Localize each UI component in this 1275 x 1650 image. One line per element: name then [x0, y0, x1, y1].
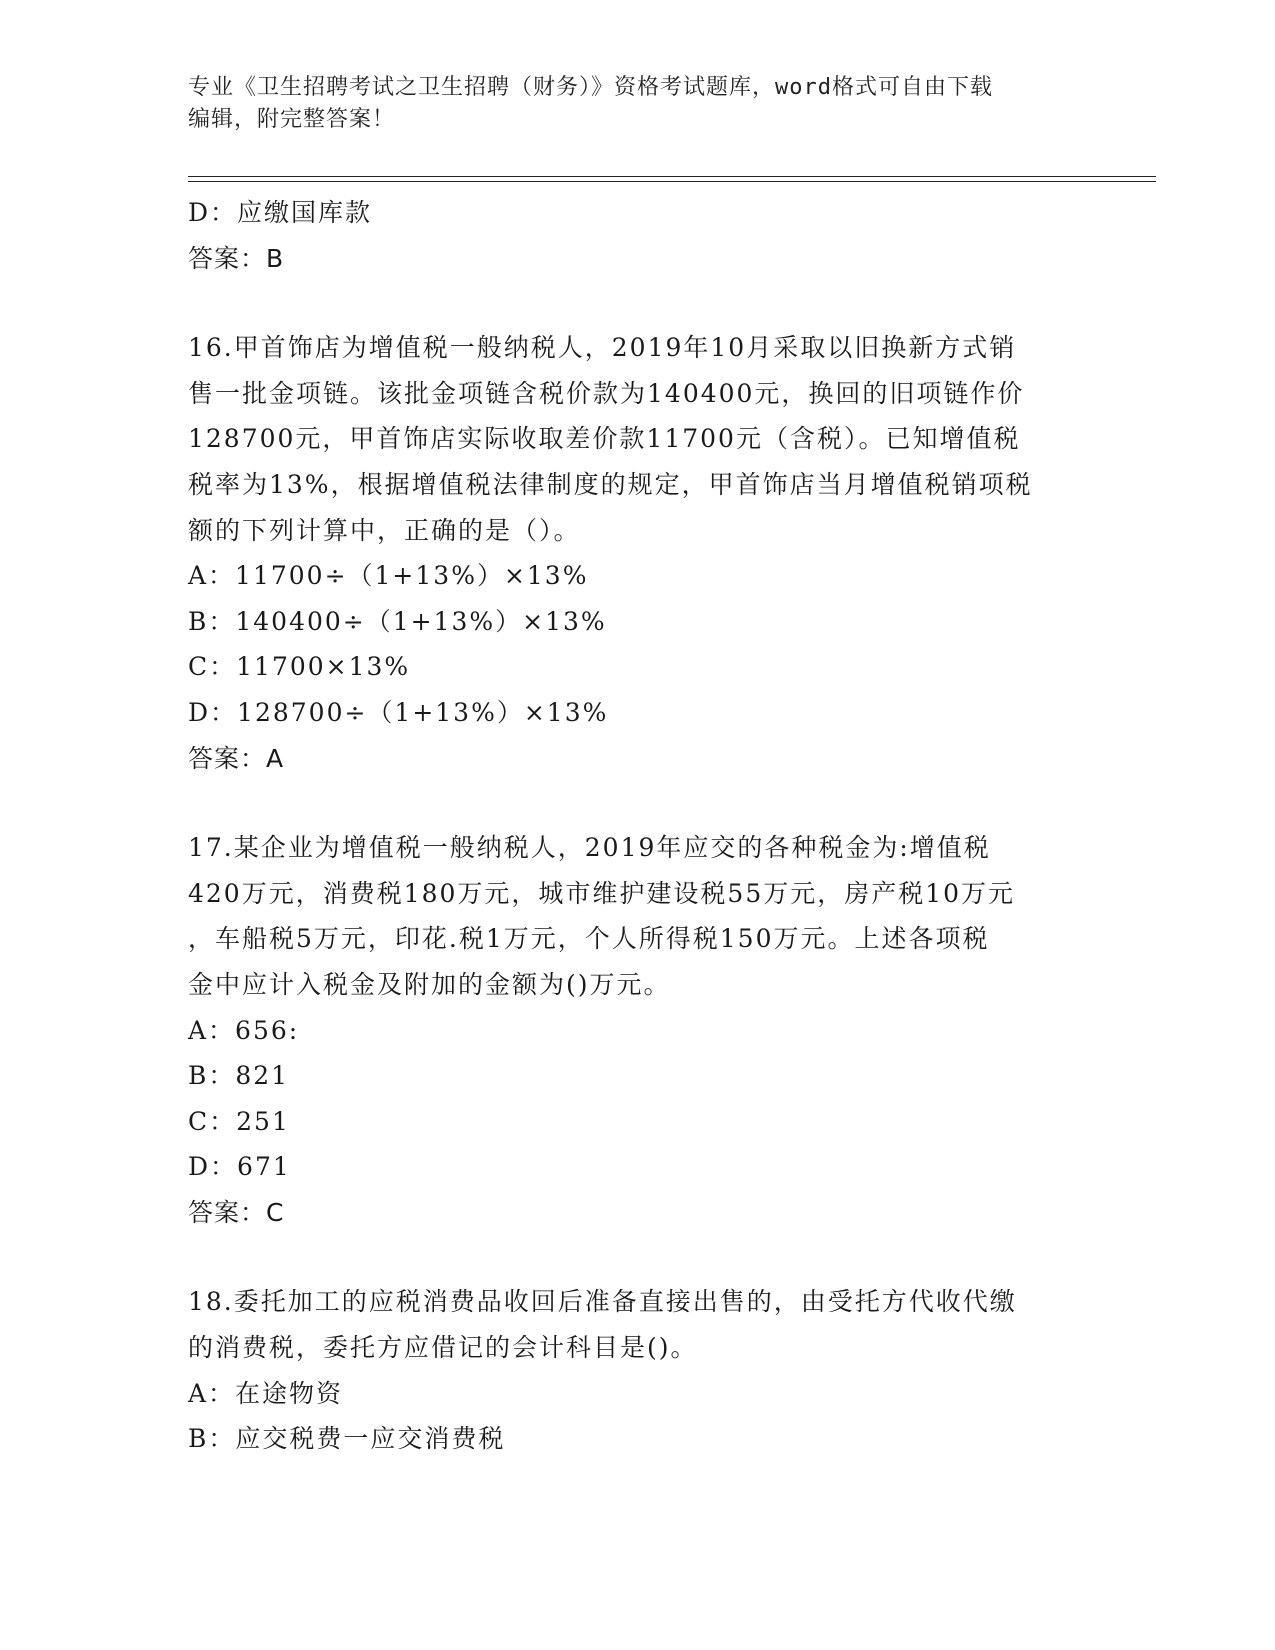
- question-17: [188, 825, 1088, 1235]
- question-text-line: ，车船税5万元，印花.税1万元，个人所得税150万元。上述各项税: [188, 924, 990, 954]
- answer-line: 答案：B: [188, 243, 285, 273]
- question-text-line: 金中应计入税金及附加的金额为()万元。: [188, 969, 671, 999]
- question-text-line: 税率为13%，根据增值税法律制度的规定，甲首饰店当月增值税销项税: [188, 469, 1033, 499]
- previous-question-tail: [188, 190, 1088, 281]
- question-text-line: 额的下列计算中，正确的是（）。: [188, 515, 581, 545]
- option-b: B：821: [188, 1061, 290, 1091]
- header-divider-bottom: [188, 181, 1156, 182]
- question-text-line: 420万元，消费税180万元，城市维护建设税55万元，房产税10万元: [188, 878, 1016, 908]
- question-16: [188, 325, 1088, 781]
- question-text-line: 的消费税，委托方应借记的会计科目是()。: [188, 1333, 698, 1363]
- option-b: B：140400÷（1+13%）×13%: [188, 606, 607, 636]
- question-18: [188, 1279, 1088, 1461]
- option-a: A：在途物资: [188, 1378, 344, 1408]
- option-b: B：应交税费一应交消费税: [188, 1424, 506, 1454]
- answer-line: 答案：C: [188, 1197, 285, 1227]
- option-d: D：应缴国库款: [188, 198, 373, 227]
- question-text-line: 18.委托加工的应税消费品收回后准备直接出售的，由受托方代收代缴: [188, 1287, 1017, 1317]
- option-d: D：671: [188, 1152, 291, 1182]
- question-text-line: 16.甲首饰店为增值税一般纳税人，2019年10月采取以旧换新方式销: [188, 333, 1017, 363]
- question-text-line: 128700元，甲首饰店实际收取差价款11700元（含税）。已知增值税: [188, 424, 1021, 454]
- option-c: C：251: [188, 1106, 290, 1136]
- option-a: A：11700÷（1+13%）×13%: [188, 561, 589, 591]
- option-d: D：128700÷（1+13%）×13%: [188, 697, 609, 727]
- document-header: [188, 72, 1088, 136]
- header-line-2: 编辑，附完整答案！: [188, 107, 396, 132]
- document-body: [188, 190, 1088, 1462]
- spacer: [188, 281, 1088, 325]
- option-c: C：11700×13%: [188, 652, 411, 682]
- question-text-line: 17.某企业为增值税一般纳税人，2019年应交的各种税金为:增值税: [188, 833, 991, 863]
- header-line-1: 专业《卫生招聘考试之卫生招聘（财务）》资格考试题库，word格式可自由下载: [188, 75, 993, 100]
- answer-line: 答案：A: [188, 743, 285, 773]
- spacer: [188, 781, 1088, 825]
- spacer: [188, 1235, 1088, 1279]
- question-text-line: 售一批金项链。该批金项链含税价款为140400元，换回的旧项链作价: [188, 378, 1025, 408]
- header-divider-top: [188, 176, 1156, 177]
- option-a: A：656:: [188, 1015, 300, 1045]
